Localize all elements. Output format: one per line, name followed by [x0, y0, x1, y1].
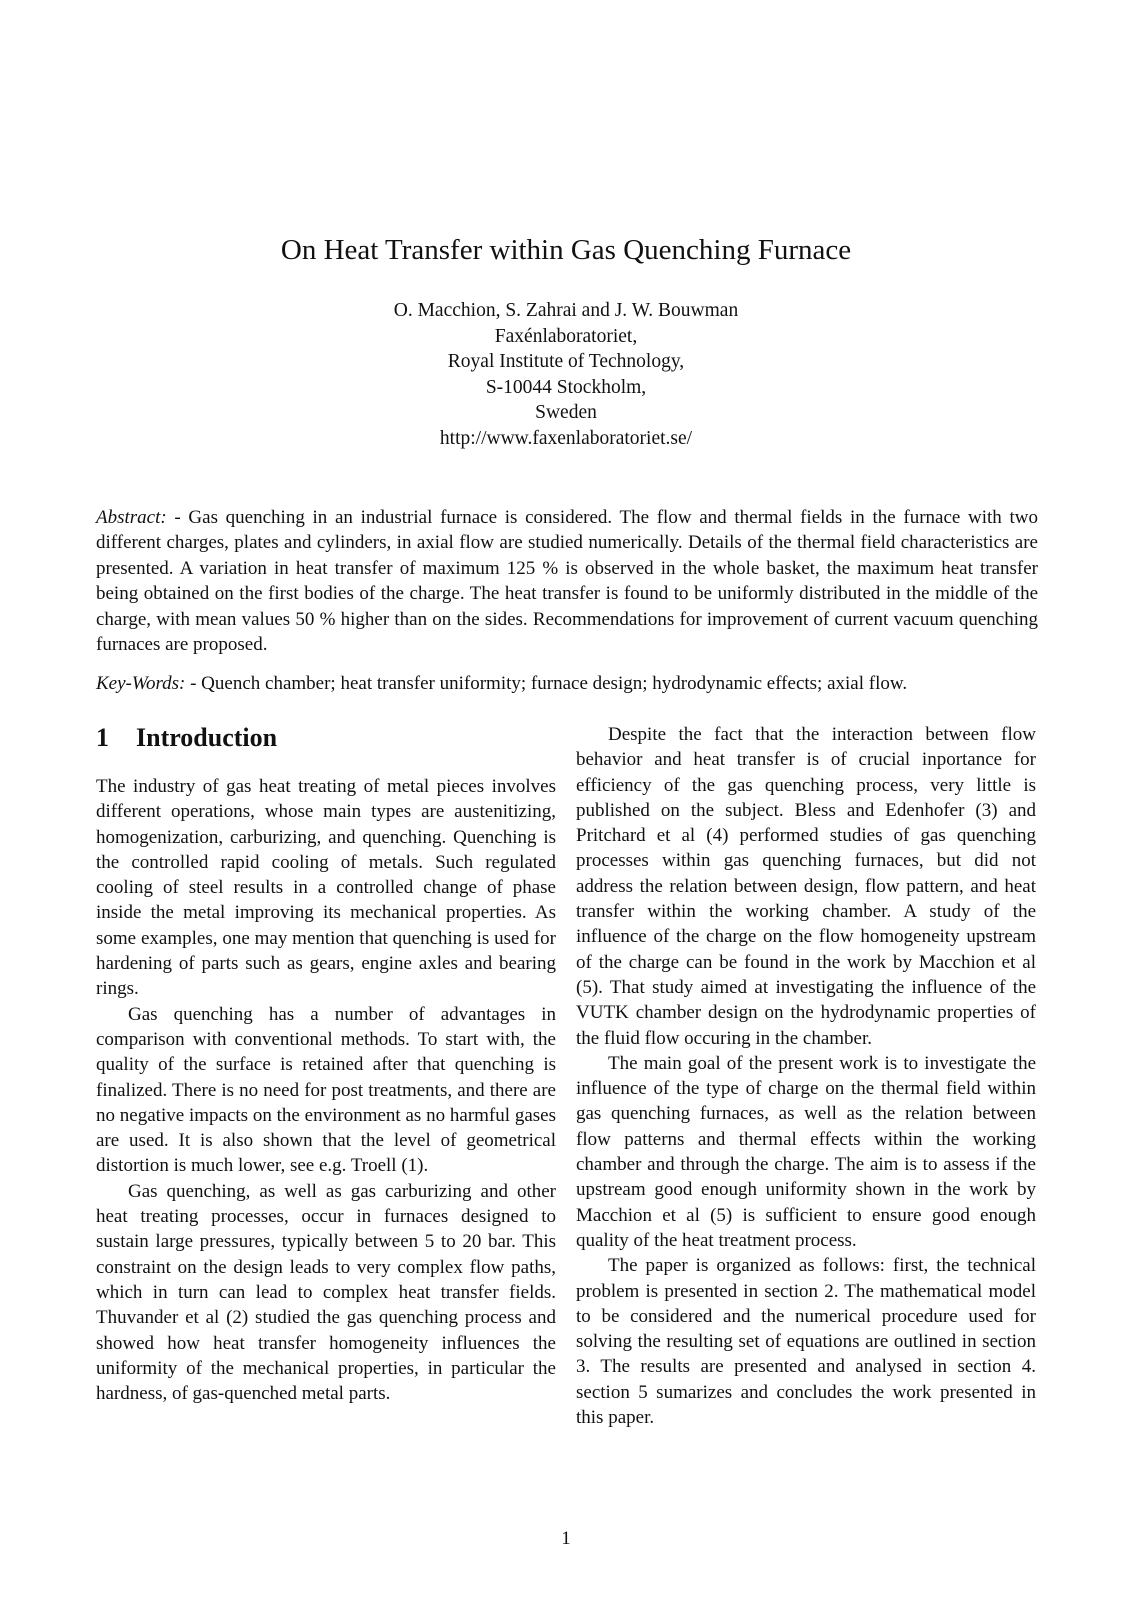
abstract-text: - Gas quenching in an industrial furnace is considered. The flow and thermal fields in the furnace with two different charges, plates and cylinders, in axial flow are studied numerically. Details of the thermal field characteristics are presented. A variation in heat transfer of maximum 125 % is observed in the whole basket, the maximum heat transfer being obtained on the first bodies of the charge. The heat transfer is found to be uniformly distributed in the middle of the charge, with mean values 50 % higher than on the sides. Recommendations for improvement of current vacuum quenching furnaces are proposed.	[96, 507, 1038, 656]
body-paragraph: Gas quenching has a number of advantages in comparison with conventional methods. To start with, the quality of the surface is retained after that quenching is finalized. There is no need for post treatments, and there are no negative impacts on the environment as no harmful gases are used. It is also shown that the level of geometrical distortion is much lower, see e.g. Troell (1).	[96, 1003, 556, 1177]
body-paragraph: The main goal of the present work is to investigate the influence of the type of charge on the thermal field within gas quenching furnaces, as well as the relation between flow patterns and thermal effects within the working chamber and through the charge. The aim is to assess if the upstream good enough uniformity shown in the work by Macchion et al (5) is sufficient to ensure good enough quality of the heat treatment process.	[576, 1052, 1036, 1251]
affiliation-line: S-10044 Stockholm,	[485, 376, 647, 398]
section-heading	[96, 722, 556, 754]
left-column	[96, 722, 556, 1406]
abstract-block	[96, 505, 1038, 697]
page-number: 1	[561, 1528, 571, 1549]
section-title: Introduction	[136, 723, 278, 752]
abstract-paragraph	[96, 505, 1038, 657]
author-names: O. Macchion, S. Zahrai and J. W. Bouwman	[393, 300, 739, 321]
affiliation-line: Sweden	[535, 402, 597, 423]
affiliation-line: Faxénlaboratoriet,	[494, 325, 638, 347]
right-column	[576, 722, 1036, 1430]
keywords-text: - Quench chamber; heat transfer uniformity; furnace design; hydrodynamic effects; axial flow.	[185, 673, 908, 695]
affiliation-line: Royal Institute of Technology,	[447, 351, 685, 372]
body-paragraph: The industry of gas heat treating of metal pieces involves different operations, whose main types are austenitizing, homogenization, carburizing, and quenching. Quenching is the controlled rapid cooling of metals. Such regulated cooling of steel results in a controlled change of phase inside the metal improving its mechanical properties. As some examples, one may mention that quenching is used for hardening of parts such as gears, engine axles and bearing rings.	[96, 776, 556, 1000]
section-number: 1	[96, 723, 109, 752]
body-paragraph: Gas quenching, as well as gas carburizing and other heat treating processes, occur in furnaces designed to sustain large pressures, typically between 5 to 20 bar. This constraint on the design leads to very complex flow paths, which in turn can lead to complex heat transfer fields. Thuvander et al (2) studied the gas quenching process and showed how heat transfer homogeneity influences the uniformity of the mechanical properties, in particular the hardness, of gas-quenched metal parts.	[96, 1180, 556, 1405]
keywords-paragraph	[96, 671, 1038, 696]
body-paragraph: The paper is organized as follows: first, the technical problem is presented in section 2. The mathematical model to be considered and the numerical procedure used for solving the resulting set of equations are outlined in section 3. The results are presented and analysed in section 4. section 5 sumarizes and concludes the work presented in this paper.	[576, 1255, 1036, 1429]
body-paragraph: Despite the fact that the interaction between flow behavior and heat transfer is of crucial inportance for efficiency of the gas quenching process, very little is published on the subject. Bless and Edenhofer (3) and Pritchard et al (4) performed studies of gas quenching processes within gas quenching furnaces, but did not address the relation between design, flow pattern, and heat transfer within the working chamber. A study of the influence of the charge on the flow homogeneity upstream of the charge can be found in the work by Macchion et al (5). That study aimed at investigating the influence of the VUTK chamber design on the hydrodynamic properties of the fluid flow occuring in the chamber.	[576, 724, 1036, 1049]
abstract-label: Abstract:	[96, 507, 167, 528]
paper-title: On Heat Transfer within Gas Quenching Furnace	[280, 234, 852, 266]
affiliation-url: http://www.faxenlaboratoriet.se/	[439, 427, 693, 449]
keywords-label: Key-Words:	[96, 673, 186, 695]
author-block	[0, 298, 1132, 451]
